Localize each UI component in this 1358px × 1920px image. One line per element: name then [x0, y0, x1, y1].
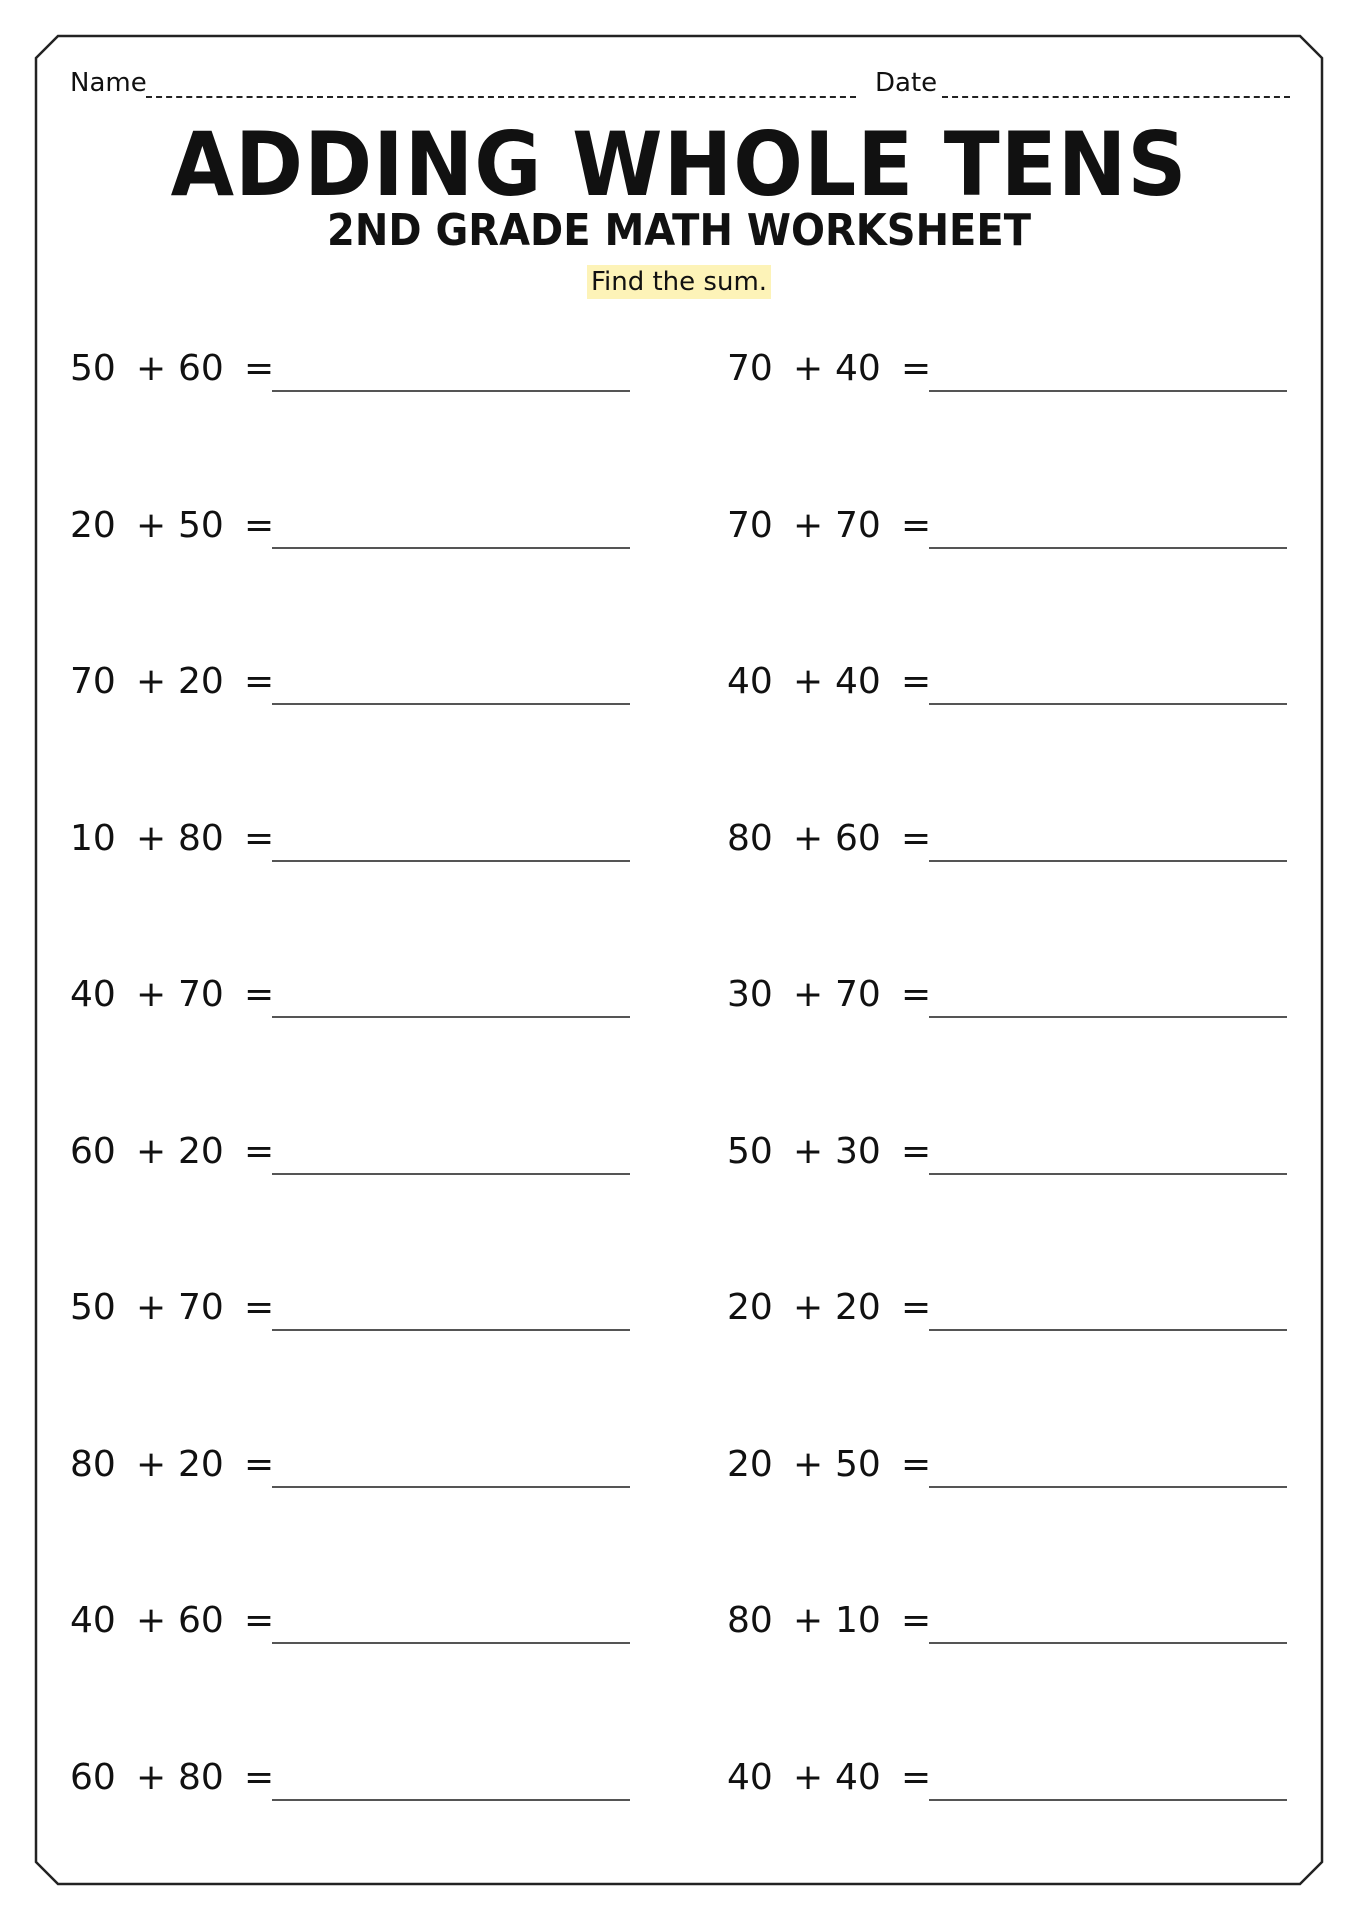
addend-first: 50: [70, 348, 116, 389]
addend-second: 10: [835, 1600, 881, 1641]
equals-sign: =: [901, 1756, 932, 1798]
answer-field[interactable]: [929, 547, 1287, 549]
problem-item: [70, 338, 670, 398]
addend-second: 20: [178, 1443, 224, 1485]
equals-sign: =: [901, 817, 932, 859]
answer-field[interactable]: [272, 1799, 630, 1801]
name-label: Name: [70, 68, 147, 98]
equals-sign: =: [901, 661, 932, 702]
addend-second: 80: [178, 817, 224, 859]
addend-second: 70: [835, 974, 881, 1015]
addend-first: 60: [70, 1756, 116, 1798]
equals-sign: =: [244, 1443, 275, 1485]
problem-item: [727, 1121, 1327, 1181]
equals-sign: =: [244, 1287, 275, 1328]
addend-second: 60: [178, 348, 224, 389]
problem-item: [70, 1590, 670, 1650]
name-field[interactable]: [146, 96, 856, 98]
answer-field[interactable]: [272, 1642, 630, 1644]
problem-item: [70, 964, 670, 1024]
addend-second: 50: [835, 1443, 881, 1485]
answer-field[interactable]: [272, 390, 630, 392]
addend-second: 40: [835, 1756, 881, 1798]
problem-item: [727, 964, 1327, 1024]
plus-sign: +: [793, 348, 824, 389]
answer-field[interactable]: [929, 1329, 1287, 1331]
plus-sign: +: [136, 1600, 167, 1641]
addend-second: 70: [835, 504, 881, 546]
addend-first: 40: [70, 1600, 116, 1641]
addend-first: 40: [727, 661, 773, 702]
plus-sign: +: [136, 1130, 167, 1172]
plus-sign: +: [793, 1756, 824, 1798]
equals-sign: =: [244, 817, 275, 859]
addend-second: 40: [835, 348, 881, 389]
plus-sign: +: [793, 1287, 824, 1328]
answer-field[interactable]: [272, 860, 630, 862]
addend-first: 20: [727, 1287, 773, 1328]
problem-item: [727, 1747, 1327, 1807]
equals-sign: =: [901, 1130, 932, 1172]
problem-item: [70, 808, 670, 868]
answer-field[interactable]: [272, 547, 630, 549]
plus-sign: +: [136, 1443, 167, 1485]
addend-first: 30: [727, 974, 773, 1015]
problem-item: [727, 1590, 1327, 1650]
problem-item: [70, 651, 670, 711]
problem-item: [727, 651, 1327, 711]
equals-sign: =: [901, 348, 932, 389]
equals-sign: =: [901, 974, 932, 1015]
addend-second: 20: [835, 1287, 881, 1328]
addend-first: 70: [727, 348, 773, 389]
answer-field[interactable]: [929, 390, 1287, 392]
addend-first: 50: [70, 1287, 116, 1328]
plus-sign: +: [793, 1600, 824, 1641]
equals-sign: =: [901, 1443, 932, 1485]
date-label: Date: [875, 68, 938, 98]
answer-field[interactable]: [929, 1799, 1287, 1801]
answer-field[interactable]: [929, 1486, 1287, 1488]
addend-second: 60: [178, 1600, 224, 1641]
plus-sign: +: [136, 974, 167, 1015]
plus-sign: +: [136, 504, 167, 546]
problem-item: [70, 1434, 670, 1494]
answer-field[interactable]: [272, 1329, 630, 1331]
answer-field[interactable]: [929, 1016, 1287, 1018]
problem-item: [727, 1277, 1327, 1337]
problem-item: [727, 1434, 1327, 1494]
plus-sign: +: [793, 1130, 824, 1172]
addend-second: 20: [178, 1130, 224, 1172]
equals-sign: =: [244, 348, 275, 389]
addend-first: 80: [727, 1600, 773, 1641]
addend-second: 40: [835, 661, 881, 702]
problem-item: [727, 338, 1327, 398]
equals-sign: =: [901, 1287, 932, 1328]
answer-field[interactable]: [929, 860, 1287, 862]
addend-second: 80: [178, 1756, 224, 1798]
problem-item: [727, 495, 1327, 555]
problem-item: [70, 495, 670, 555]
plus-sign: +: [793, 661, 824, 702]
addend-first: 70: [727, 504, 773, 546]
answer-field[interactable]: [929, 703, 1287, 705]
page-subtitle: 2ND GRADE MATH WORKSHEET: [327, 206, 1031, 256]
instruction-container: [0, 265, 1358, 299]
addend-second: 70: [178, 974, 224, 1015]
answer-field[interactable]: [272, 1173, 630, 1175]
equals-sign: =: [244, 1600, 275, 1641]
addend-first: 10: [70, 817, 116, 859]
addend-second: 70: [178, 1287, 224, 1328]
addend-first: 80: [70, 1443, 116, 1485]
addend-second: 60: [835, 817, 881, 859]
plus-sign: +: [793, 504, 824, 546]
answer-field[interactable]: [929, 1173, 1287, 1175]
plus-sign: +: [793, 817, 824, 859]
equals-sign: =: [244, 1130, 275, 1172]
addend-first: 50: [727, 1130, 773, 1172]
addend-first: 80: [727, 817, 773, 859]
name-date-row: [70, 66, 1290, 106]
addend-second: 20: [178, 661, 224, 702]
plus-sign: +: [793, 1443, 824, 1485]
problem-item: [70, 1121, 670, 1181]
plus-sign: +: [136, 661, 167, 702]
answer-field[interactable]: [929, 1642, 1287, 1644]
plus-sign: +: [136, 1287, 167, 1328]
instruction-text: Find the sum.: [587, 265, 771, 299]
plus-sign: +: [136, 348, 167, 389]
answer-field[interactable]: [272, 703, 630, 705]
problem-item: [70, 1277, 670, 1337]
problem-item: [727, 808, 1327, 868]
equals-sign: =: [244, 504, 275, 546]
answer-field[interactable]: [272, 1016, 630, 1018]
addend-first: 60: [70, 1130, 116, 1172]
addend-first: 20: [70, 504, 116, 546]
date-field[interactable]: [942, 96, 1290, 98]
equals-sign: =: [244, 1756, 275, 1798]
equals-sign: =: [901, 1600, 932, 1641]
plus-sign: +: [136, 817, 167, 859]
plus-sign: +: [136, 1756, 167, 1798]
problem-item: [70, 1747, 670, 1807]
addend-first: 40: [70, 974, 116, 1015]
addend-second: 50: [178, 504, 224, 546]
equals-sign: =: [244, 974, 275, 1015]
addend-second: 30: [835, 1130, 881, 1172]
plus-sign: +: [793, 974, 824, 1015]
page-title: ADDING WHOLE TENS: [170, 114, 1188, 217]
addend-first: 70: [70, 661, 116, 702]
equals-sign: =: [244, 661, 275, 702]
answer-field[interactable]: [272, 1486, 630, 1488]
addend-first: 20: [727, 1443, 773, 1485]
addend-first: 40: [727, 1756, 773, 1798]
equals-sign: =: [901, 504, 932, 546]
